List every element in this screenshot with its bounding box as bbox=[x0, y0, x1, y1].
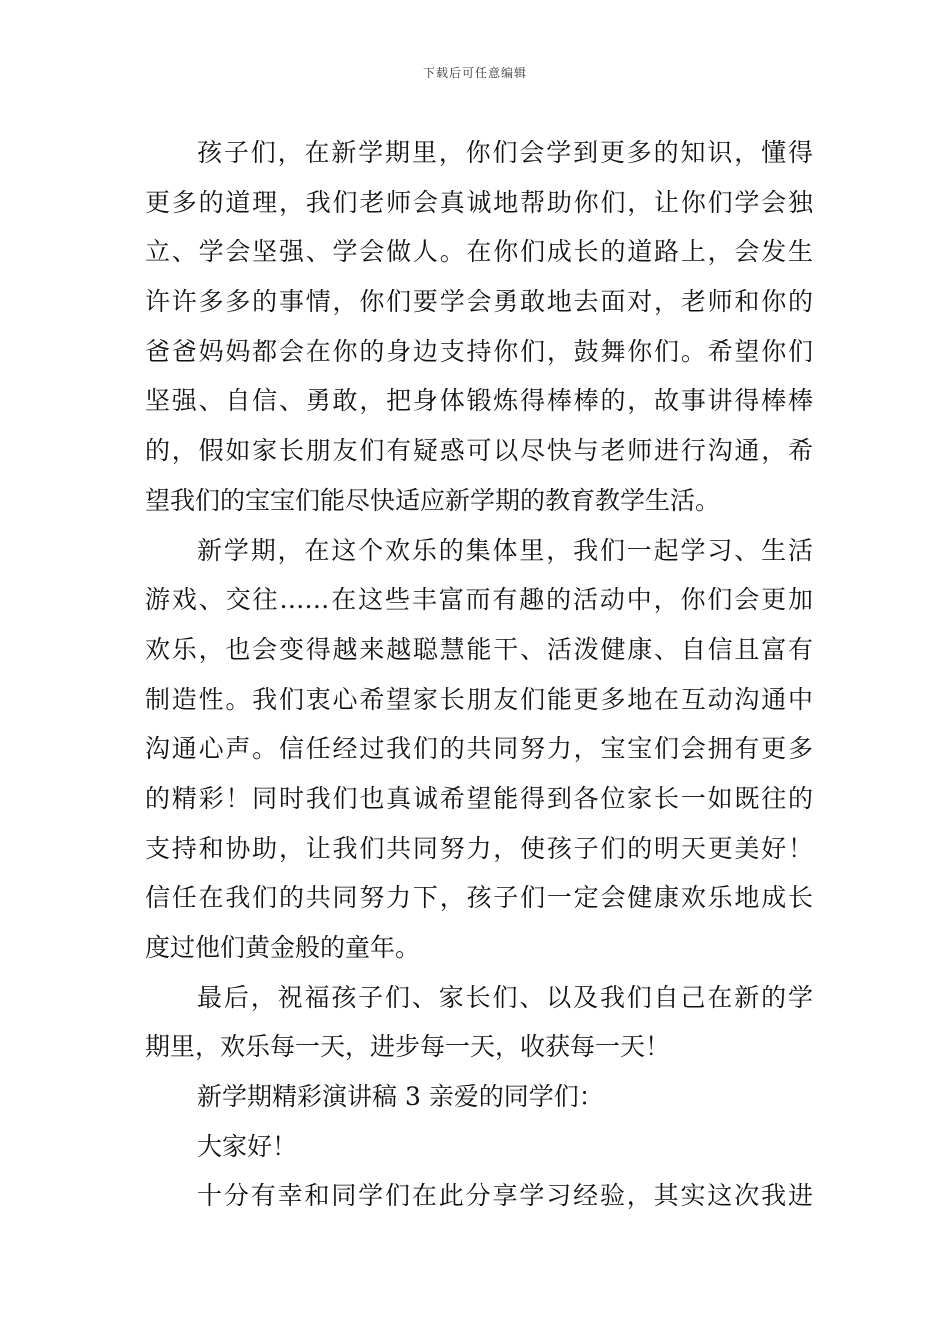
text-line: 沟通心声。信任经过我们的共同努力，宝宝们会拥有更多 bbox=[145, 734, 813, 764]
text-line: 十分有幸和同学们在此分享学习经验，其实这次我进 bbox=[197, 1181, 813, 1211]
text-line: 的精彩！同时我们也真诚希望能得到各位家长一如既往的 bbox=[145, 783, 813, 813]
text-line: 信任在我们的共同努力下，孩子们一定会健康欢乐地成长 bbox=[145, 883, 813, 913]
text-line: 的，假如家长朋友们有疑惑可以尽快与老师进行沟通，希 bbox=[145, 436, 813, 466]
page-header-note: 下载后可任意编辑 bbox=[422, 66, 527, 80]
text-line: 许许多多的事情，你们要学会勇敢地去面对，老师和你的 bbox=[145, 287, 813, 317]
text-line: 孩子们，在新学期里，你们会学到更多的知识，懂得 bbox=[197, 138, 813, 167]
text-line: 新学期，在这个欢乐的集体里，我们一起学习、生活 bbox=[197, 535, 813, 565]
text-line: 制造性。我们衷心希望家长朋友们能更多地在互动沟通中 bbox=[145, 684, 813, 714]
body-text bbox=[145, 128, 813, 1221]
text-line: 最后，祝福孩子们、家长们、以及我们自己在新的学 bbox=[197, 982, 813, 1012]
text-line: 新学期精彩演讲稿 3 亲爱的同学们： bbox=[197, 1082, 604, 1112]
text-line: 度过他们黄金般的童年。 bbox=[145, 933, 421, 962]
text-line: 欢乐，也会变得越来越聪慧能干、活泼健康、自信且富有 bbox=[145, 634, 813, 664]
text-line: 期里，欢乐每一天，进步每一天，收获每一天！ bbox=[145, 1032, 671, 1062]
text-line: 游戏、交往……在这些丰富而有趣的活动中，你们会更加 bbox=[145, 585, 813, 615]
text-line: 支持和协助，让我们共同努力，使孩子们的明天更美好！ bbox=[145, 833, 813, 863]
text-line: 望我们的宝宝们能尽快适应新学期的教育教学生活。 bbox=[145, 485, 721, 515]
text-line: 大家好！ bbox=[197, 1131, 298, 1161]
text-line: 立、学会坚强、学会做人。在你们成长的道路上，会发生 bbox=[145, 237, 813, 267]
text-line: 坚强、自信、勇敢，把身体锻炼得棒棒的，故事讲得棒棒 bbox=[145, 386, 813, 416]
text-line: 爸爸妈妈都会在你的身边支持你们，鼓舞你们。希望你们 bbox=[145, 336, 813, 366]
text-line: 更多的道理，我们老师会真诚地帮助你们，让你们学会独 bbox=[145, 187, 813, 217]
